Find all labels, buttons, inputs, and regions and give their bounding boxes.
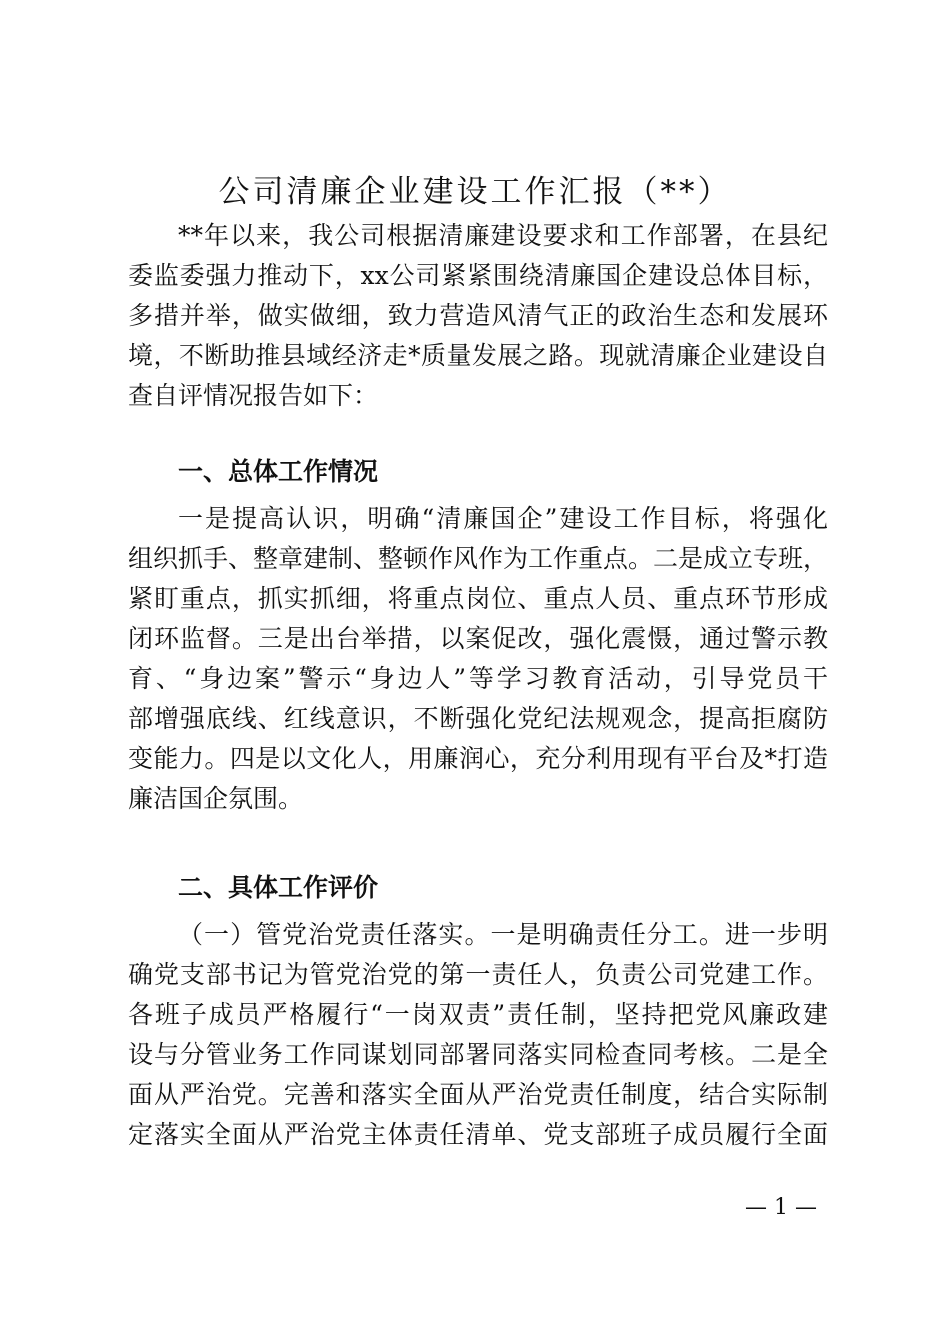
text-line: 各班子成员严格履行“一岗双责”责任制，坚持把党风廉政建: [128, 1000, 828, 1029]
section-overall-paragraph: [128, 499, 828, 819]
section-heading-evaluation: 二、具体工作评价: [178, 873, 379, 902]
text-line: 定落实全面从严治党主体责任清单、党支部班子成员履行全面: [128, 1120, 828, 1149]
text-line: 组织抓手、整章建制、整顿作风作为工作重点。二是成立专班，: [128, 544, 828, 573]
text-line: **年以来，我公司根据清廉建设要求和工作部署，在县纪: [178, 221, 828, 250]
intro-paragraph: [128, 216, 828, 416]
text-line: （一）管党治党责任落实。一是明确责任分工。进一步明: [178, 920, 828, 949]
document-title: 公司清廉企业建设工作汇报（**）: [218, 174, 732, 210]
text-line: 设与分管业务工作同谋划同部署同落实同检查同考核。二是全: [128, 1040, 828, 1069]
text-line: 面从严治党。完善和落实全面从严治党责任制度，结合实际制: [128, 1080, 828, 1109]
text-line: 境，不断助推县域经济走*质量发展之路。现就清廉企业建设自: [128, 341, 828, 370]
text-line: 一是提高认识，明确“清廉国企”建设工作目标，将强化: [178, 504, 828, 533]
text-line: 变能力。四是以文化人，用廉润心，充分利用现有平台及*打造: [128, 744, 828, 773]
text-line: 查自评情况报告如下：: [128, 381, 379, 410]
text-line: 闭环监督。三是出台举措，以案促改，强化震慑，通过警示教: [128, 624, 828, 653]
text-line: 多措并举，做实做细，致力营造风清气正的政治生态和发展环: [128, 301, 828, 330]
text-line: 确党支部书记为管党治党的第一责任人，负责公司党建工作。: [128, 960, 828, 989]
text-line: 委监委强力推动下，xx公司紧紧围绕清廉国企建设总体目标，: [128, 261, 828, 290]
section-evaluation-paragraph: [128, 915, 828, 1155]
text-line: 廉洁国企氛围。: [128, 784, 304, 813]
text-line: 紧盯重点，抓实抓细，将重点岗位、重点人员、重点环节形成: [128, 584, 828, 613]
text-line: 育、“身边案”警示“身边人”等学习教育活动，引导党员干: [128, 664, 828, 693]
text-line: 部增强底线、红线意识，不断强化党纪法规观念，提高拒腐防: [128, 704, 828, 733]
page-number: — 1 —: [745, 1195, 817, 1220]
section-heading-overall: 一、总体工作情况: [178, 457, 379, 486]
